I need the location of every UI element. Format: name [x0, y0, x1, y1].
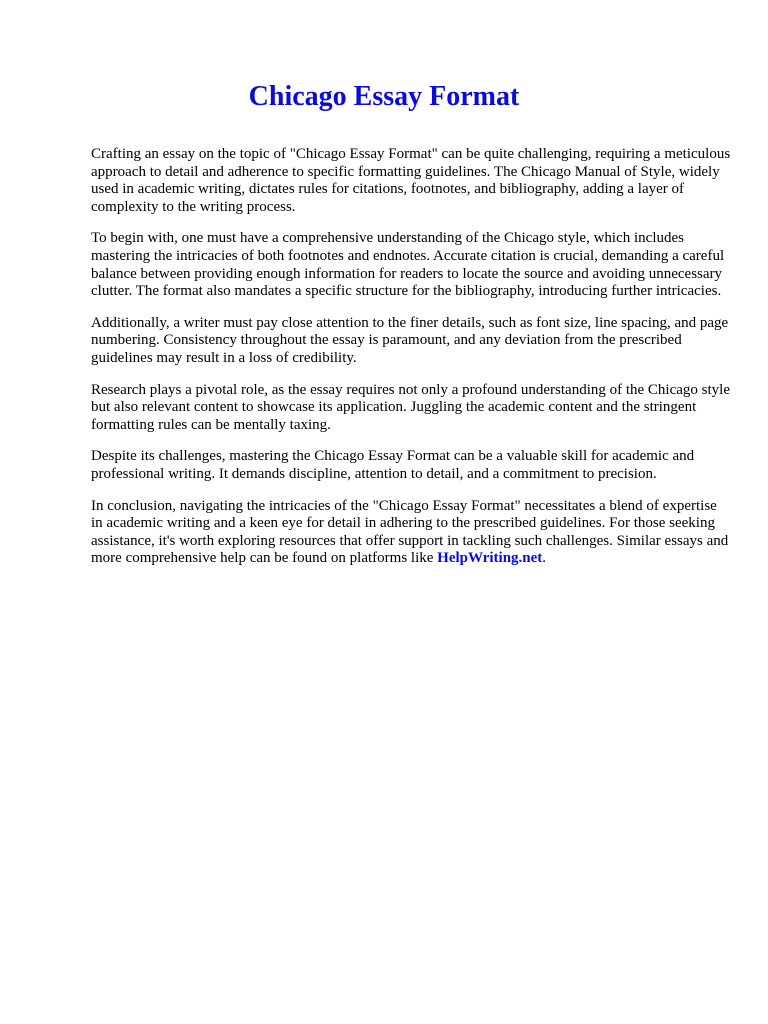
paragraph-4: Research plays a pivotal role, as the essay requires not only a profound understanding of the Chicago style but also relevant content to showcase its application. Juggling the academic content and the stringent formatting rules can be mentally taxing.: [91, 381, 730, 433]
paragraph-6-end: .: [542, 550, 547, 567]
paragraph-6: [91, 498, 731, 568]
paragraph-5: Despite its challenges, mastering the Chicago Essay Format can be a valuable skill for academic and professional writing. It demands discipline, attention to detail, and a commitment to precision.: [91, 448, 695, 482]
helpwriting-link[interactable]: HelpWriting.net: [437, 550, 543, 567]
paragraph-1: Crafting an essay on the topic of "Chicago Essay Format" can be quite challenging, requiring a meticulous approach to detail and adherence to specific formatting guidelines. The Chicago Manual of Style, widely used in academic writing, dictates rules for citations, footnotes, and bibliography, adding a layer of complexity to the writing process.: [91, 146, 731, 215]
page-title: Chicago Essay Format: [248, 81, 520, 112]
document-body: [91, 146, 731, 582]
paragraph-6-text: In conclusion, navigating the intricacies of the "Chicago Essay Format" necessitates a blend of expertise in academic writing and a keen eye for detail in adhering to the prescribed guidelines. For those seeking assistance, it's worth exploring resources that offer support in tackling such challenges. Similar essays and more comprehensive help can be found on platforms like: [91, 497, 729, 567]
paragraph-2: To begin with, one must have a comprehensive understanding of the Chicago style, which includes mastering the intricacies of both footnotes and endnotes. Accurate citation is crucial, demanding a careful balance between providing enough information for readers to locate the source and avoiding unnecessary clutter. The format also mandates a specific structure for the bibliography, introducing further intricacies.: [91, 230, 725, 300]
paragraph-3: Additionally, a writer must pay close attention to the finer details, such as font size, line spacing, and page numbering. Consistency throughout the essay is paramount, and any deviation from the prescribed guidelines may result in a loss of credibility.: [91, 314, 729, 366]
